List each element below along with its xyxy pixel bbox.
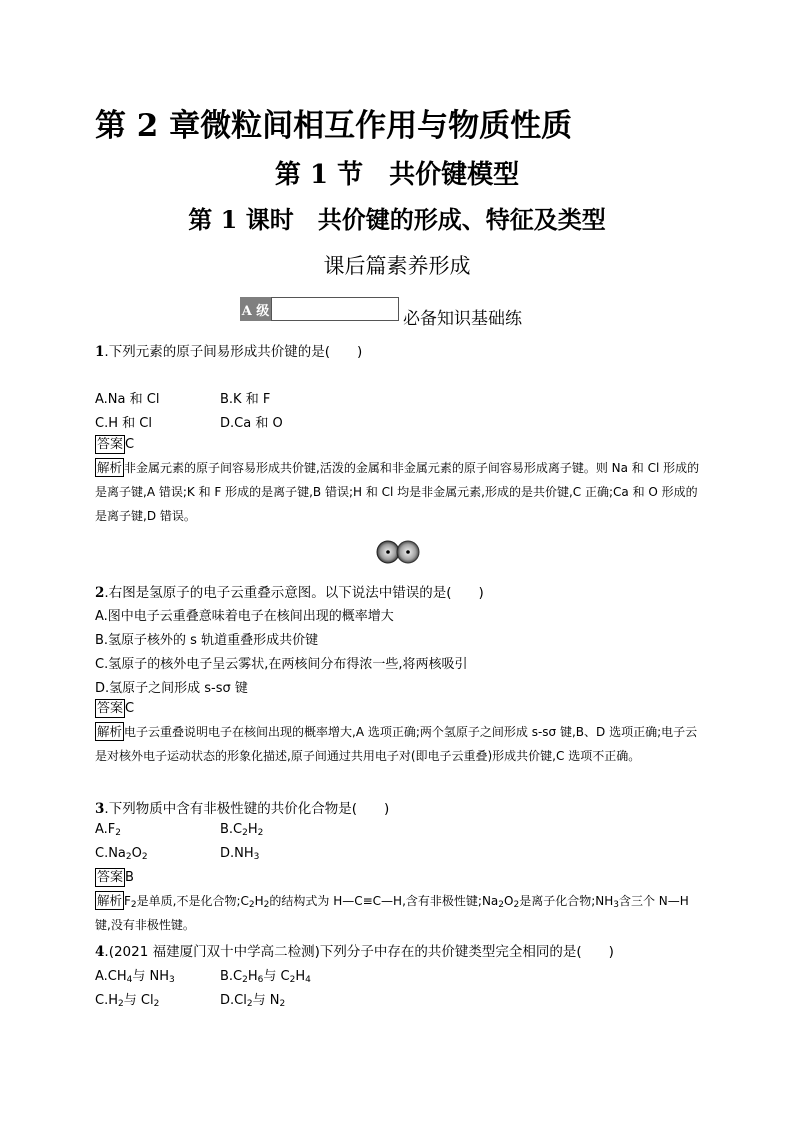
analysis-text: $F_2$是单质,不是化合物$;C_2H_2$的结构式为 H—C≡C—H,含有非极性键$;Na_2O_2$是离子化合物$;NH_3$含三个 N—H 键,没有非极性键。 <box>95 894 689 932</box>
answer-tag: 答案 <box>97 437 124 452</box>
option-b: $B.C_2H_6$与 $C_2H_4$ <box>220 969 311 985</box>
question-number: 3 <box>95 801 105 817</box>
option-d: D.氢原子之间形成 s-sσ 键 <box>95 681 248 696</box>
analysis-block <box>95 889 700 937</box>
analysis-tag: 解析 <box>97 460 123 475</box>
analysis-tag: 解析 <box>97 724 123 739</box>
option-a: $A.CH_4$与 $NH_3$ <box>95 969 175 985</box>
option-a: A.图中电子云重叠意味着电子在核间出现的概率增大 <box>95 609 394 624</box>
question-2-stem <box>95 581 484 601</box>
question-1-stem <box>95 340 362 360</box>
chapter-title: 第 2 章微粒间相互作用与物质性质 <box>95 108 573 144</box>
question-text: .右图是氢原子的电子云重叠示意图。以下说法中错误的是( ) <box>104 585 484 601</box>
level-blank-box <box>271 297 399 321</box>
option-c: $C.Na_2O_2$ <box>95 846 148 862</box>
answer-value: C <box>125 437 135 452</box>
option-c: C.H 和 Cl <box>95 416 152 431</box>
option-a: $A.F_2$ <box>95 822 122 838</box>
lesson-title: 第 1 课时 共价键的形成、特征及类型 <box>188 205 606 234</box>
level-badge: A 级 <box>240 297 271 321</box>
option-a: A.Na 和 Cl <box>95 392 160 407</box>
hydrogen-electron-cloud-icon <box>375 540 421 564</box>
analysis-text: 非金属元素的原子间容易形成共价键,活泼的金属和非金属元素的原子间容易形成离子键。则 Na 和 Cl 形成的是离子键,A 错误;K 和 F 形成的是离子键,B 错误;H 和 Cl 均是非金属元素,形成的是共价键,C 正确;Ca 和 O 形成的是离子键,D 错误。 <box>95 461 700 523</box>
option-c: $C.H_2$与 $Cl_2$ <box>95 993 160 1009</box>
option-b: $B.C_2H_2$ <box>220 822 264 838</box>
question-4-stem <box>95 940 614 960</box>
question-text: .(2021 福建厦门双十中学高二检测)下列分子中存在的共价键类型完全相同的是( ) <box>104 944 614 960</box>
analysis-text: 电子云重叠说明电子在核间出现的概率增大,A 选项正确;两个氢原子之间形成 s-sσ 键,B、D 选项正确;电子云是对核外电子运动状态的形象化描述,原子间通过共用电子对(即电子云重叠)形成共价键,C 选项不正确。 <box>95 725 698 763</box>
option-d: D.Ca 和 O <box>220 416 283 431</box>
subtitle: 课后篇素养形成 <box>323 254 471 278</box>
question-number: 4 <box>95 944 105 960</box>
answer-value: B <box>125 870 134 885</box>
question-number: 1 <box>95 344 105 360</box>
answer-line <box>95 868 134 887</box>
answer-tag: 答案 <box>97 701 124 716</box>
answer-tag: 答案 <box>97 870 124 885</box>
level-title: 必备知识基础练 <box>403 309 522 329</box>
answer-line <box>95 699 134 718</box>
analysis-tag: 解析 <box>97 893 123 908</box>
section-title: 第 1 节 共价键模型 <box>274 160 520 190</box>
option-d: $D.Cl_2$与 $N_2$ <box>220 993 286 1009</box>
option-d: $D.NH_3$ <box>220 846 260 862</box>
level-header <box>240 295 522 329</box>
analysis-block <box>95 720 700 768</box>
answer-value: C <box>125 701 135 716</box>
question-text: .下列物质中含有非极性键的共价化合物是( ) <box>104 801 390 817</box>
analysis-block <box>95 456 700 528</box>
answer-line <box>95 435 134 454</box>
option-b: B.氢原子核外的 s 轨道重叠形成共价键 <box>95 633 319 648</box>
option-b: B.K 和 F <box>220 392 271 407</box>
question-3-stem <box>95 797 389 817</box>
option-c: C.氢原子的核外电子呈云雾状,在两核间分布得浓一些,将两核吸引 <box>95 657 468 672</box>
question-number: 2 <box>95 585 105 601</box>
question-text: .下列元素的原子间易形成共价键的是( ) <box>104 344 363 360</box>
